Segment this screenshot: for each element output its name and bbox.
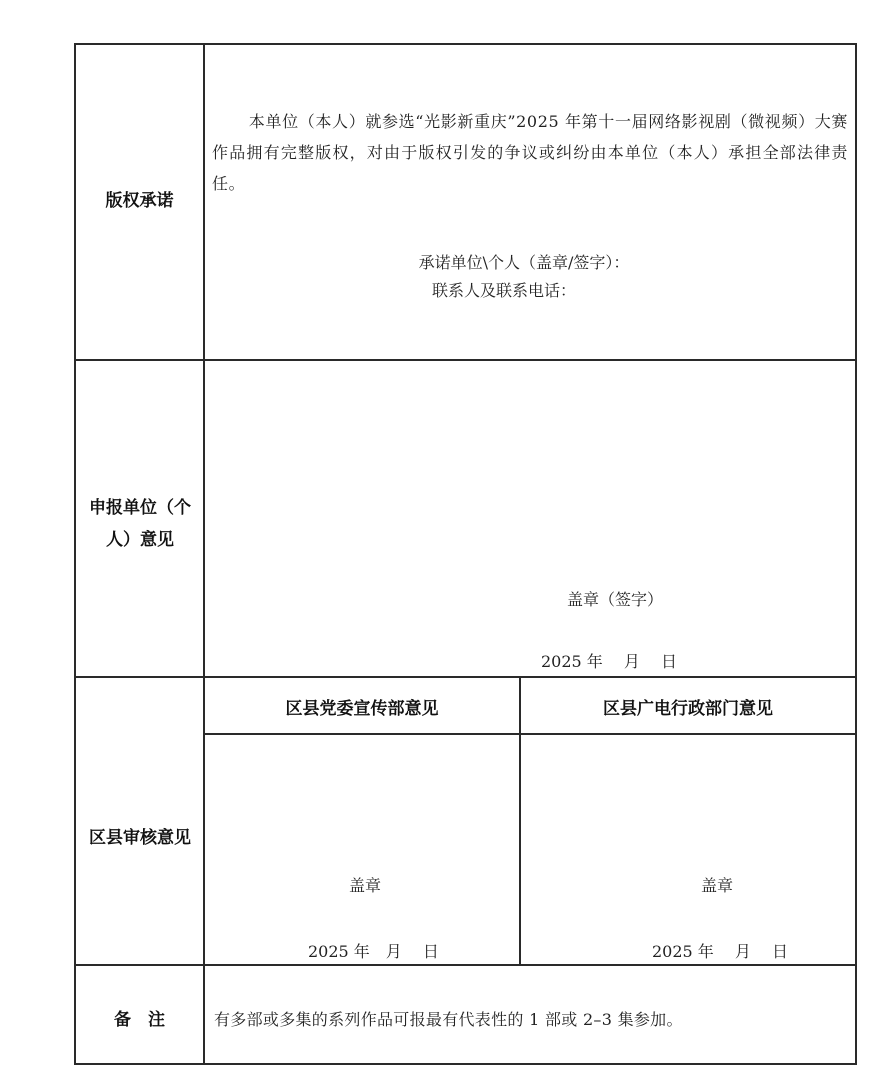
applicant-opinion-label: 申报单位（个人）意见 — [89, 498, 191, 550]
table-border-bottom — [74, 1063, 857, 1065]
district-review-label: 区县审核意见 — [89, 828, 191, 848]
district-header-divider — [203, 733, 857, 735]
applicant-date: 2025 年 月 日 — [541, 652, 677, 671]
signature-line: 承诺单位\个人（盖章/签字）： — [418, 253, 630, 272]
table-border-top — [74, 43, 857, 45]
copyright-label: 版权承诺 — [105, 191, 174, 211]
row-divider-2 — [74, 676, 857, 678]
notes-text: 有多部或多集的系列作品可报最有代表性的 1 部或 2–3 集参加。 — [214, 1010, 683, 1029]
label-column-divider — [203, 43, 205, 1064]
contact-line: 联系人及联系电话： — [431, 281, 576, 300]
broadcast-date: 2025 年 月 日 — [652, 942, 788, 961]
broadcast-dept-header: 区县广电行政部门意见 — [603, 699, 773, 719]
broadcast-seal-label: 盖章 — [700, 876, 733, 895]
row-divider-1 — [74, 359, 857, 361]
row-divider-3 — [74, 964, 857, 966]
propaganda-seal-label: 盖章 — [348, 876, 381, 895]
propaganda-dept-header: 区县党委宣传部意见 — [285, 699, 439, 719]
copyright-paragraph: 本单位（本人）就参选“光影新重庆”2025 年第十一届网络影视剧（微视频）大赛作品拥有完整版权，对由于版权引发的争议或纠纷由本单位（本人）承担全部法律责任。 — [212, 112, 848, 193]
table-border-right — [855, 43, 857, 1064]
applicant-seal-label: 盖章（签字） — [566, 590, 663, 609]
notes-label: 备 注 — [114, 1010, 165, 1030]
propaganda-date: 2025 年 月 日 — [308, 942, 439, 961]
